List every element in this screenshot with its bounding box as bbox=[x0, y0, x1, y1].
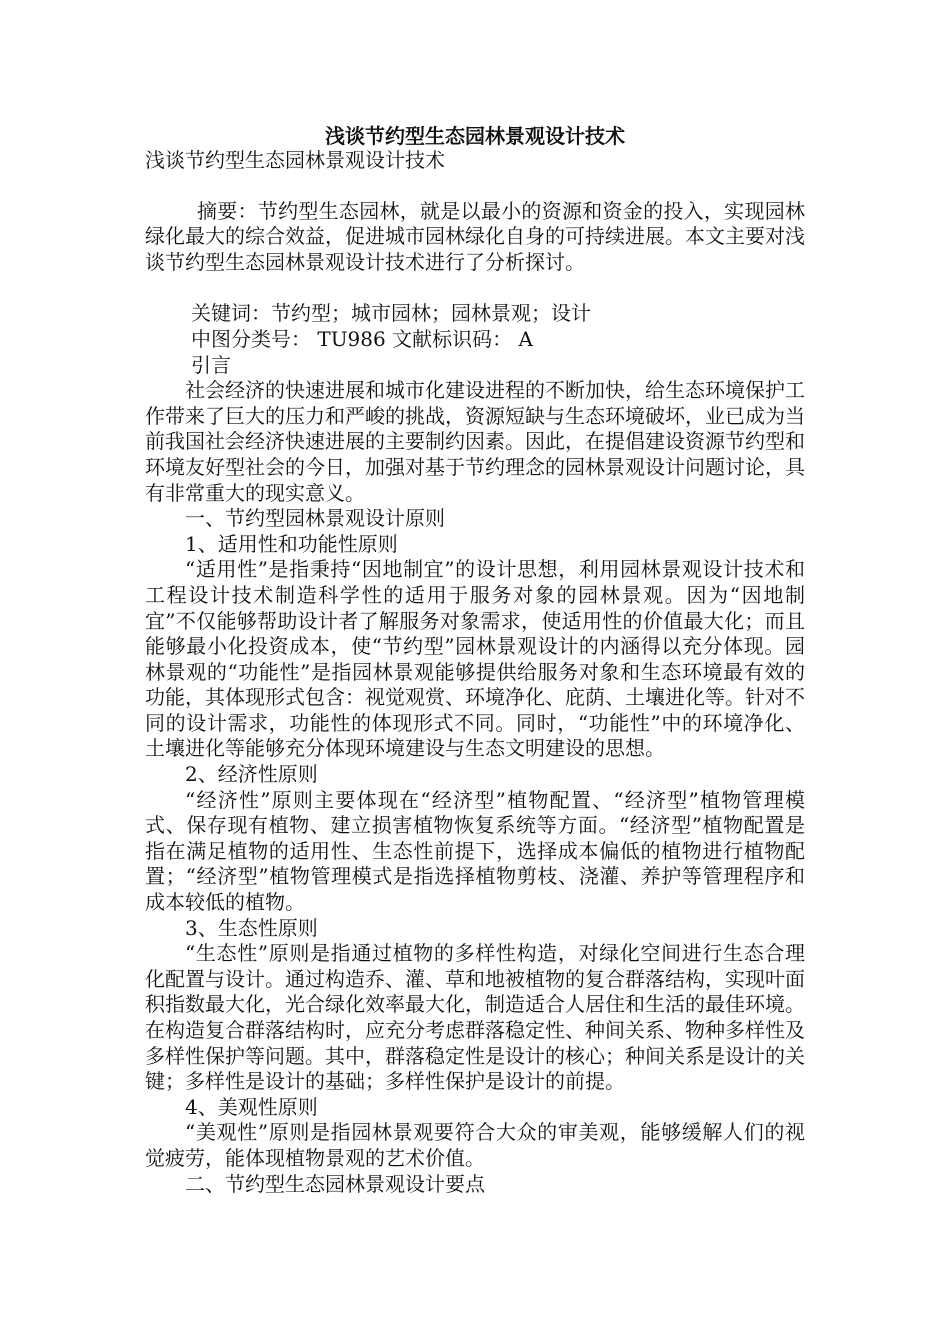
body-paragraph: “经济性”原则主要体现在“经济型”植物配置、“经济型”植物管理模式、保存现有植物、建立损害植物恢复系统等方面。“经济型”植物配置是指在满足植物的适用性、生态性前提下，选择成本偏低的植物进行植物配置；“经济型”植物管理模式是指选择植物剪枝、浇灌、养护等管理程序和成本较低的植物。 bbox=[145, 787, 805, 915]
section-heading-2: 二、节约型生态园林景观设计要点 bbox=[185, 1171, 485, 1196]
document-subtitle: 浅谈节约型生态园林景观设计技术 bbox=[145, 148, 445, 172]
intro-paragraph: 社会经济的快速进展和城市化建设进程的不断加快，给生态环境保护工作带来了巨大的压力和严峻的挑战，资源短缺与生态环境破坏，业已成为当前我国社会经济快速进展的主要制约因素。因此，在提倡建设资源节约型和环境友好型社会的今日，加强对基于节约理念的园林景观设计问题讨论，具有非常重大的现实意义。 bbox=[145, 378, 805, 505]
body-paragraph: “生态性”原则是指通过植物的多样性构造，对绿化空间进行生态合理化配置与设计。通过构造乔、灌、草和地被植物的复合群落结构，实现叶面积指数最大化，光合绿化效率最大化，制造适合人居住和生活的最佳环境。在构造复合群落结构时，应充分考虑群落稳定性、种间关系、物种多样性及多样性保护等问题。其中，群落稳定性是设计的核心；种间关系是设计的关键；多样性是设计的基础；多样性保护是设计的前提。 bbox=[145, 941, 805, 1094]
intro-heading: 引言 bbox=[191, 352, 231, 377]
abstract-paragraph: 摘要：节约型生态园林，就是以最小的资源和资金的投入，实现园林绿化最大的综合效益，促进城市园林绿化自身的可持续进展。本文主要对浅谈节约型生态园林景观设计技术进行了分析探讨。 bbox=[145, 198, 805, 274]
section-heading-1: 一、节约型园林景观设计原则 bbox=[185, 506, 445, 531]
spacer bbox=[145, 174, 805, 199]
spacer bbox=[145, 275, 805, 301]
body-paragraph: “适用性”是指秉持“因地制宜”的设计思想，利用园林景观设计技术和工程设计技术制造科学性的适用于服务对象的园林景观。因为“因地制宜”不仅能够帮助设计者了解服务对象需求，使适用性的价值最大化；而且能够最小化投资成本，使“节约型”园林景观设计的内涵得以充分体现。园林景观的“功能性”是指园林景观能够提供给服务对象和生态环境最有效的功能，其体现形式包含：视觉观赏、环境净化、庇荫、土壤进化等。针对不同的设计需求，功能性的体现形式不同。同时，“功能性”中的环境净化、土壤进化等能够充分体现环境建设与生态文明建设的思想。 bbox=[145, 557, 805, 761]
body-paragraph: “美观性”原则是指园林景观要符合大众的审美观，能够缓解人们的视觉疲劳，能体现植物景观的艺术价值。 bbox=[145, 1120, 805, 1170]
subsection-heading-1: 1、适用性和功能性原则 bbox=[185, 531, 398, 556]
subsection-heading-4: 4、美观性原则 bbox=[185, 1094, 318, 1119]
subsection-heading-2: 2、经济性原则 bbox=[185, 762, 318, 787]
document-title: 浅谈节约型生态园林景观设计技术 bbox=[325, 124, 625, 148]
classification-line: 中图分类号： TU986 文献标识码： A bbox=[191, 326, 533, 351]
keywords-line: 关键词：节约型；城市园林；园林景观；设计 bbox=[191, 301, 591, 326]
document-body bbox=[145, 148, 805, 1197]
subsection-heading-3: 3、生态性原则 bbox=[185, 915, 318, 940]
